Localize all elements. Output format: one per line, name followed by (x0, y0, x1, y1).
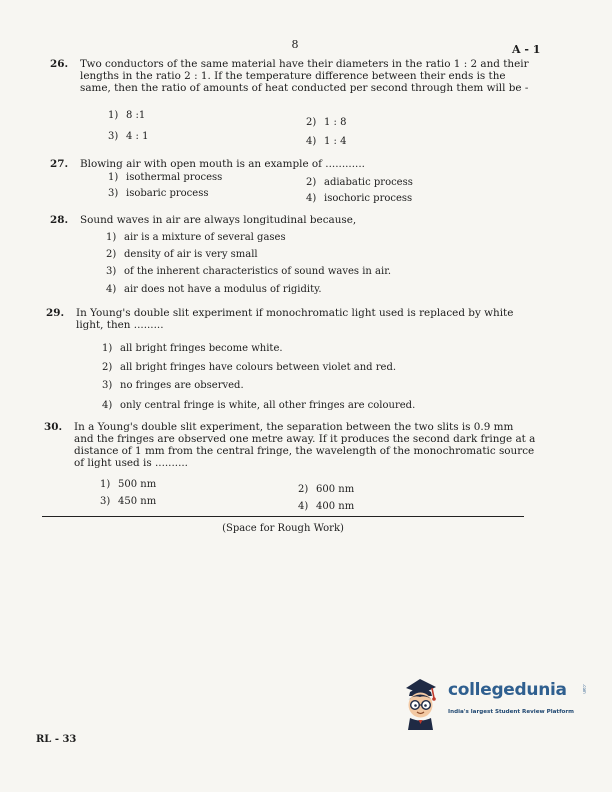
option: 1) 8 :1 (108, 110, 146, 121)
question-26 (50, 58, 538, 94)
question-number: 28. (50, 214, 69, 226)
brand-tagline: India's largest Student Review Platform (448, 709, 574, 715)
question-number: 30. (44, 421, 63, 433)
option: 3) isobaric process (108, 188, 209, 199)
option: 4) only central fringe is white, all other fringes are coloured. (102, 400, 416, 411)
divider (42, 516, 524, 517)
option: 1) isothermal process (108, 172, 223, 183)
question-text: Sound waves in air are always longitudinal because, (80, 214, 357, 226)
option: 3) no fringes are observed. (102, 380, 244, 391)
option: 1) 500 nm (100, 479, 157, 490)
question-27 (50, 158, 538, 170)
footer-code: RL - 33 (36, 734, 77, 745)
option: 4) isochoric process (306, 193, 413, 204)
option: 1) air is a mixture of several gases (106, 232, 286, 243)
option: 1) all bright fringes become white. (102, 343, 283, 354)
option: 4) air does not have a modulus of rigidity. (106, 284, 322, 295)
question-text: Blowing air with open mouth is an example of ............ (80, 158, 365, 170)
option: 3) 4 : 1 (108, 131, 149, 142)
option: 4) 1 : 4 (306, 136, 347, 147)
option: 2) 600 nm (298, 484, 355, 495)
mascot-icon (396, 674, 446, 730)
question-text: In a Young's double slit experiment, the separation between the two slits is 0.9 mm and the fringes are observed one metre away. If it produces the second dark fringe at a distance of 1 mm from the central fringe, the wavelength of the monochromatic source of light used is .......... (74, 421, 536, 469)
question-28 (50, 214, 538, 226)
option: 2) all bright fringes have colours between violet and red. (102, 362, 397, 373)
question-text: In Young's double slit experiment if monochromatic light used is replaced by white light, then ......... (76, 307, 514, 331)
question-29 (46, 307, 536, 331)
brand-suffix: .com (582, 684, 587, 694)
question-number: 29. (46, 307, 65, 319)
rough-work-label: (Space for Rough Work) (222, 523, 344, 534)
question-30 (44, 421, 536, 469)
option: 2) adiabatic process (306, 177, 413, 188)
question-number: 27. (50, 158, 69, 170)
page-number: 8 (291, 38, 299, 51)
option: 2) density of air is very small (106, 249, 258, 260)
set-code: A - 1 (512, 43, 541, 56)
option: 3) 450 nm (100, 496, 157, 507)
question-number: 26. (50, 58, 69, 70)
option: 2) 1 : 8 (306, 117, 347, 128)
option: 4) 400 nm (298, 501, 355, 512)
option: 3) of the inherent characteristics of sound waves in air. (106, 266, 392, 277)
collegedunia-watermark (396, 674, 596, 734)
brand-name: collegedunia (448, 680, 567, 700)
question-text: Two conductors of the same material have their diameters in the ratio 1 : 2 and their lengths in the ratio 2 : 1. If the temperature difference between their ends is the same, then the ratio of amounts of heat conducted per second through them will be - (80, 58, 529, 94)
